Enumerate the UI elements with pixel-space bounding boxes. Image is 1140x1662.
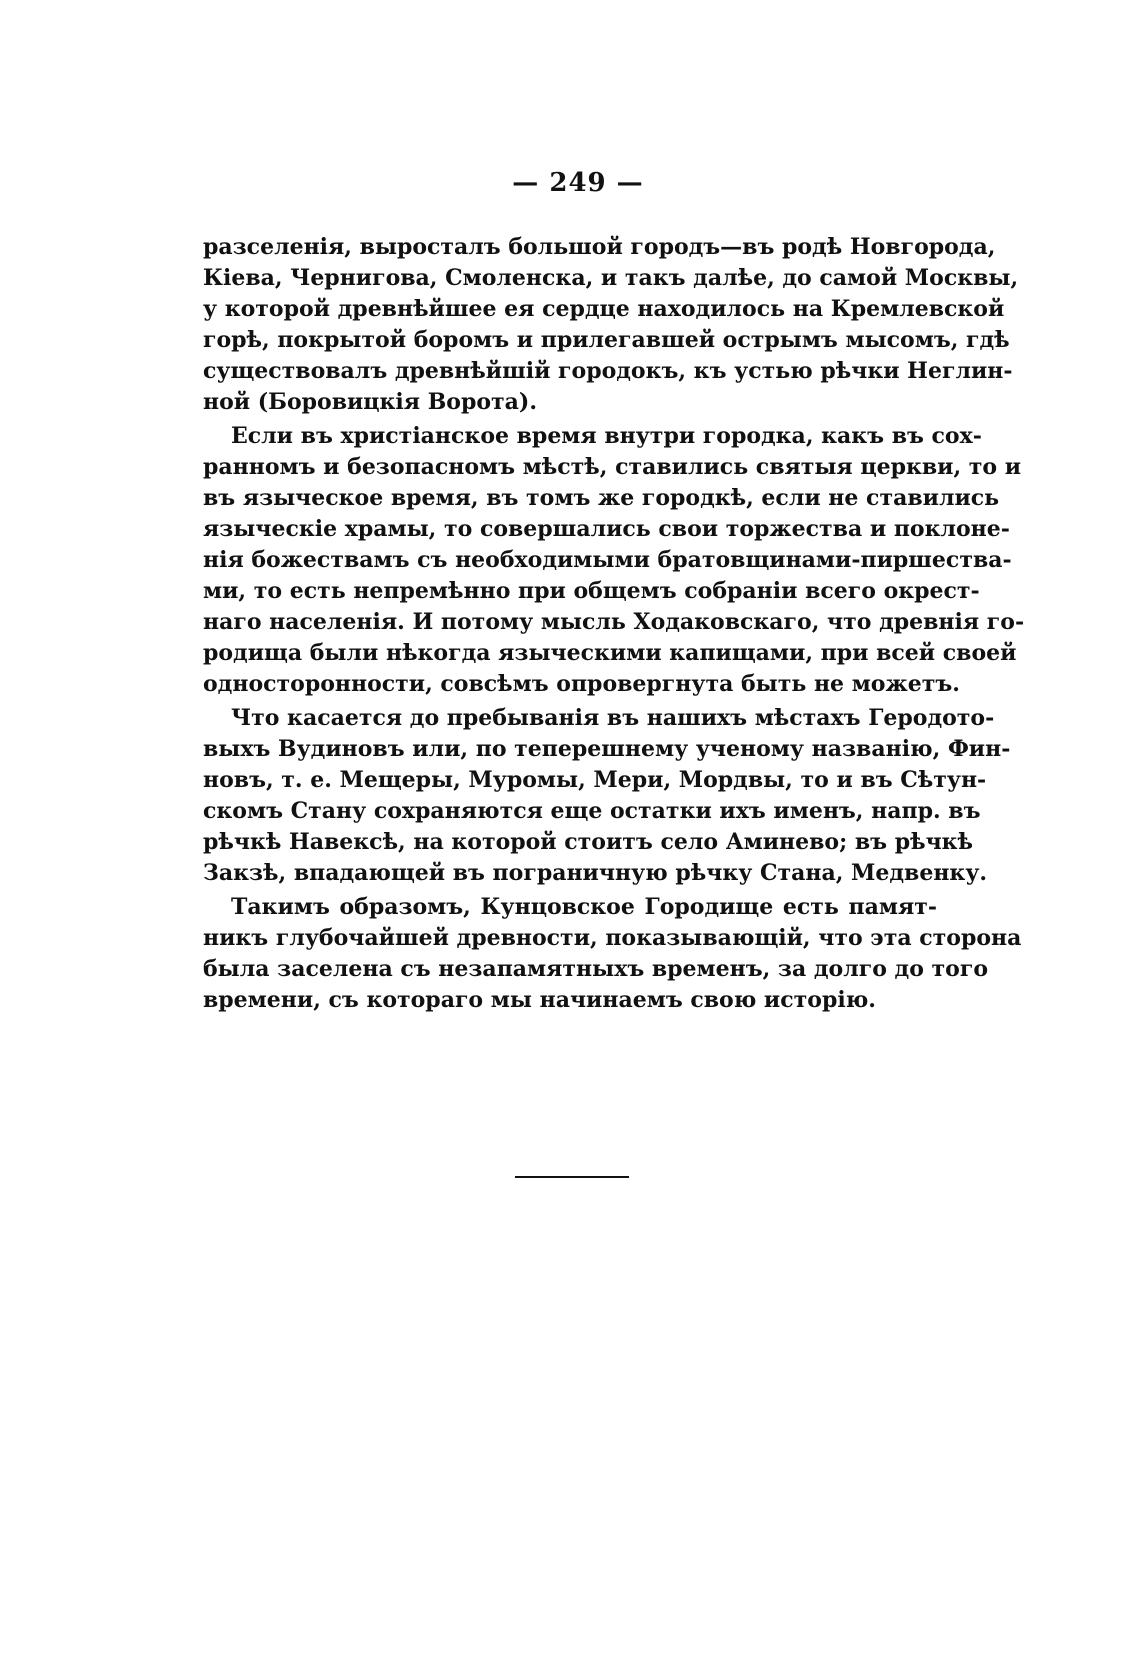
paragraph-4	[203, 892, 1022, 1016]
text-line: нія божествамъ съ необходимыми братовщинами-пиршества-	[203, 547, 1012, 573]
text-line: родища были нѣкогда языческими капищами, при всей своей	[203, 640, 1017, 666]
text-line: наго населенія. И потому мысль Ходаковскаго, что древнія го-	[203, 609, 1025, 635]
text-line: существовалъ древнѣйшій городокъ, къ устью рѣчки Неглин-	[203, 358, 1013, 384]
paragraph-2	[203, 421, 1025, 700]
text-line: Если въ христіанское время внутри городка, какъ въ сох-	[231, 423, 982, 449]
text-line: была заселена съ незапамятныхъ временъ, за долго до того	[203, 956, 988, 982]
end-rule-divider	[515, 1176, 629, 1178]
text-line: новъ, т. е. Мещеры, Муромы, Мери, Мордвы, то и въ Сѣтун-	[203, 767, 987, 793]
text-line: Что касается до пребыванія въ нашихъ мѣстахъ Геродото-	[231, 705, 995, 731]
paragraph-1	[203, 232, 1019, 418]
text-line: никъ глубочайшей древности, показывающій, что эта сторона	[203, 925, 1022, 951]
text-line: въ языческое время, въ томъ же городкѣ, если не ставились	[203, 485, 1000, 511]
text-line: ной (Боровицкія Ворота).	[203, 389, 537, 415]
body-text	[203, 232, 1025, 1019]
text-line: скомъ Стану сохраняются еще остатки ихъ именъ, напр. въ	[203, 798, 981, 824]
text-line: разселенія, выросталъ большой городъ—въ родѣ Новгорода,	[203, 234, 996, 260]
text-line: рѣчкѣ Навексѣ, на которой стоитъ село Аминево; въ рѣчкѣ	[203, 829, 974, 855]
paragraph-3	[203, 703, 1011, 889]
text-line: языческіе храмы, то совершались свои торжества и поклоне-	[203, 516, 1010, 542]
text-line: горѣ, покрытой боромъ и прилегавшей острымъ мысомъ, гдѣ	[203, 327, 1010, 353]
text-line: Закзѣ, впадающей въ пограничную рѣчку Стана, Медвенку.	[203, 860, 988, 886]
text-line: Кіева, Чернигова, Смоленска, и такъ далѣе, до самой Москвы,	[203, 265, 1019, 291]
text-line: у которой древнѣйшее ея сердце находилось на Кремлевской	[203, 296, 1005, 322]
text-line: выхъ Вудиновъ или, по теперешнему ученому названію, Фин-	[203, 736, 1011, 762]
text-line: времени, съ котораго мы начинаемъ свою исторію.	[203, 987, 876, 1013]
page-number: — 249 —	[512, 168, 644, 198]
text-line: ми, то есть непремѣнно при общемъ собраніи всего окрест-	[203, 578, 980, 604]
text-line: односторонности, совсѣмъ опровергнута быть не можетъ.	[203, 671, 960, 697]
text-line: ранномъ и безопасномъ мѣстѣ, ставились святыя церкви, то и	[203, 454, 1022, 480]
text-line: Такимъ образомъ, Кунцовское Городище есть памят-	[231, 894, 937, 920]
